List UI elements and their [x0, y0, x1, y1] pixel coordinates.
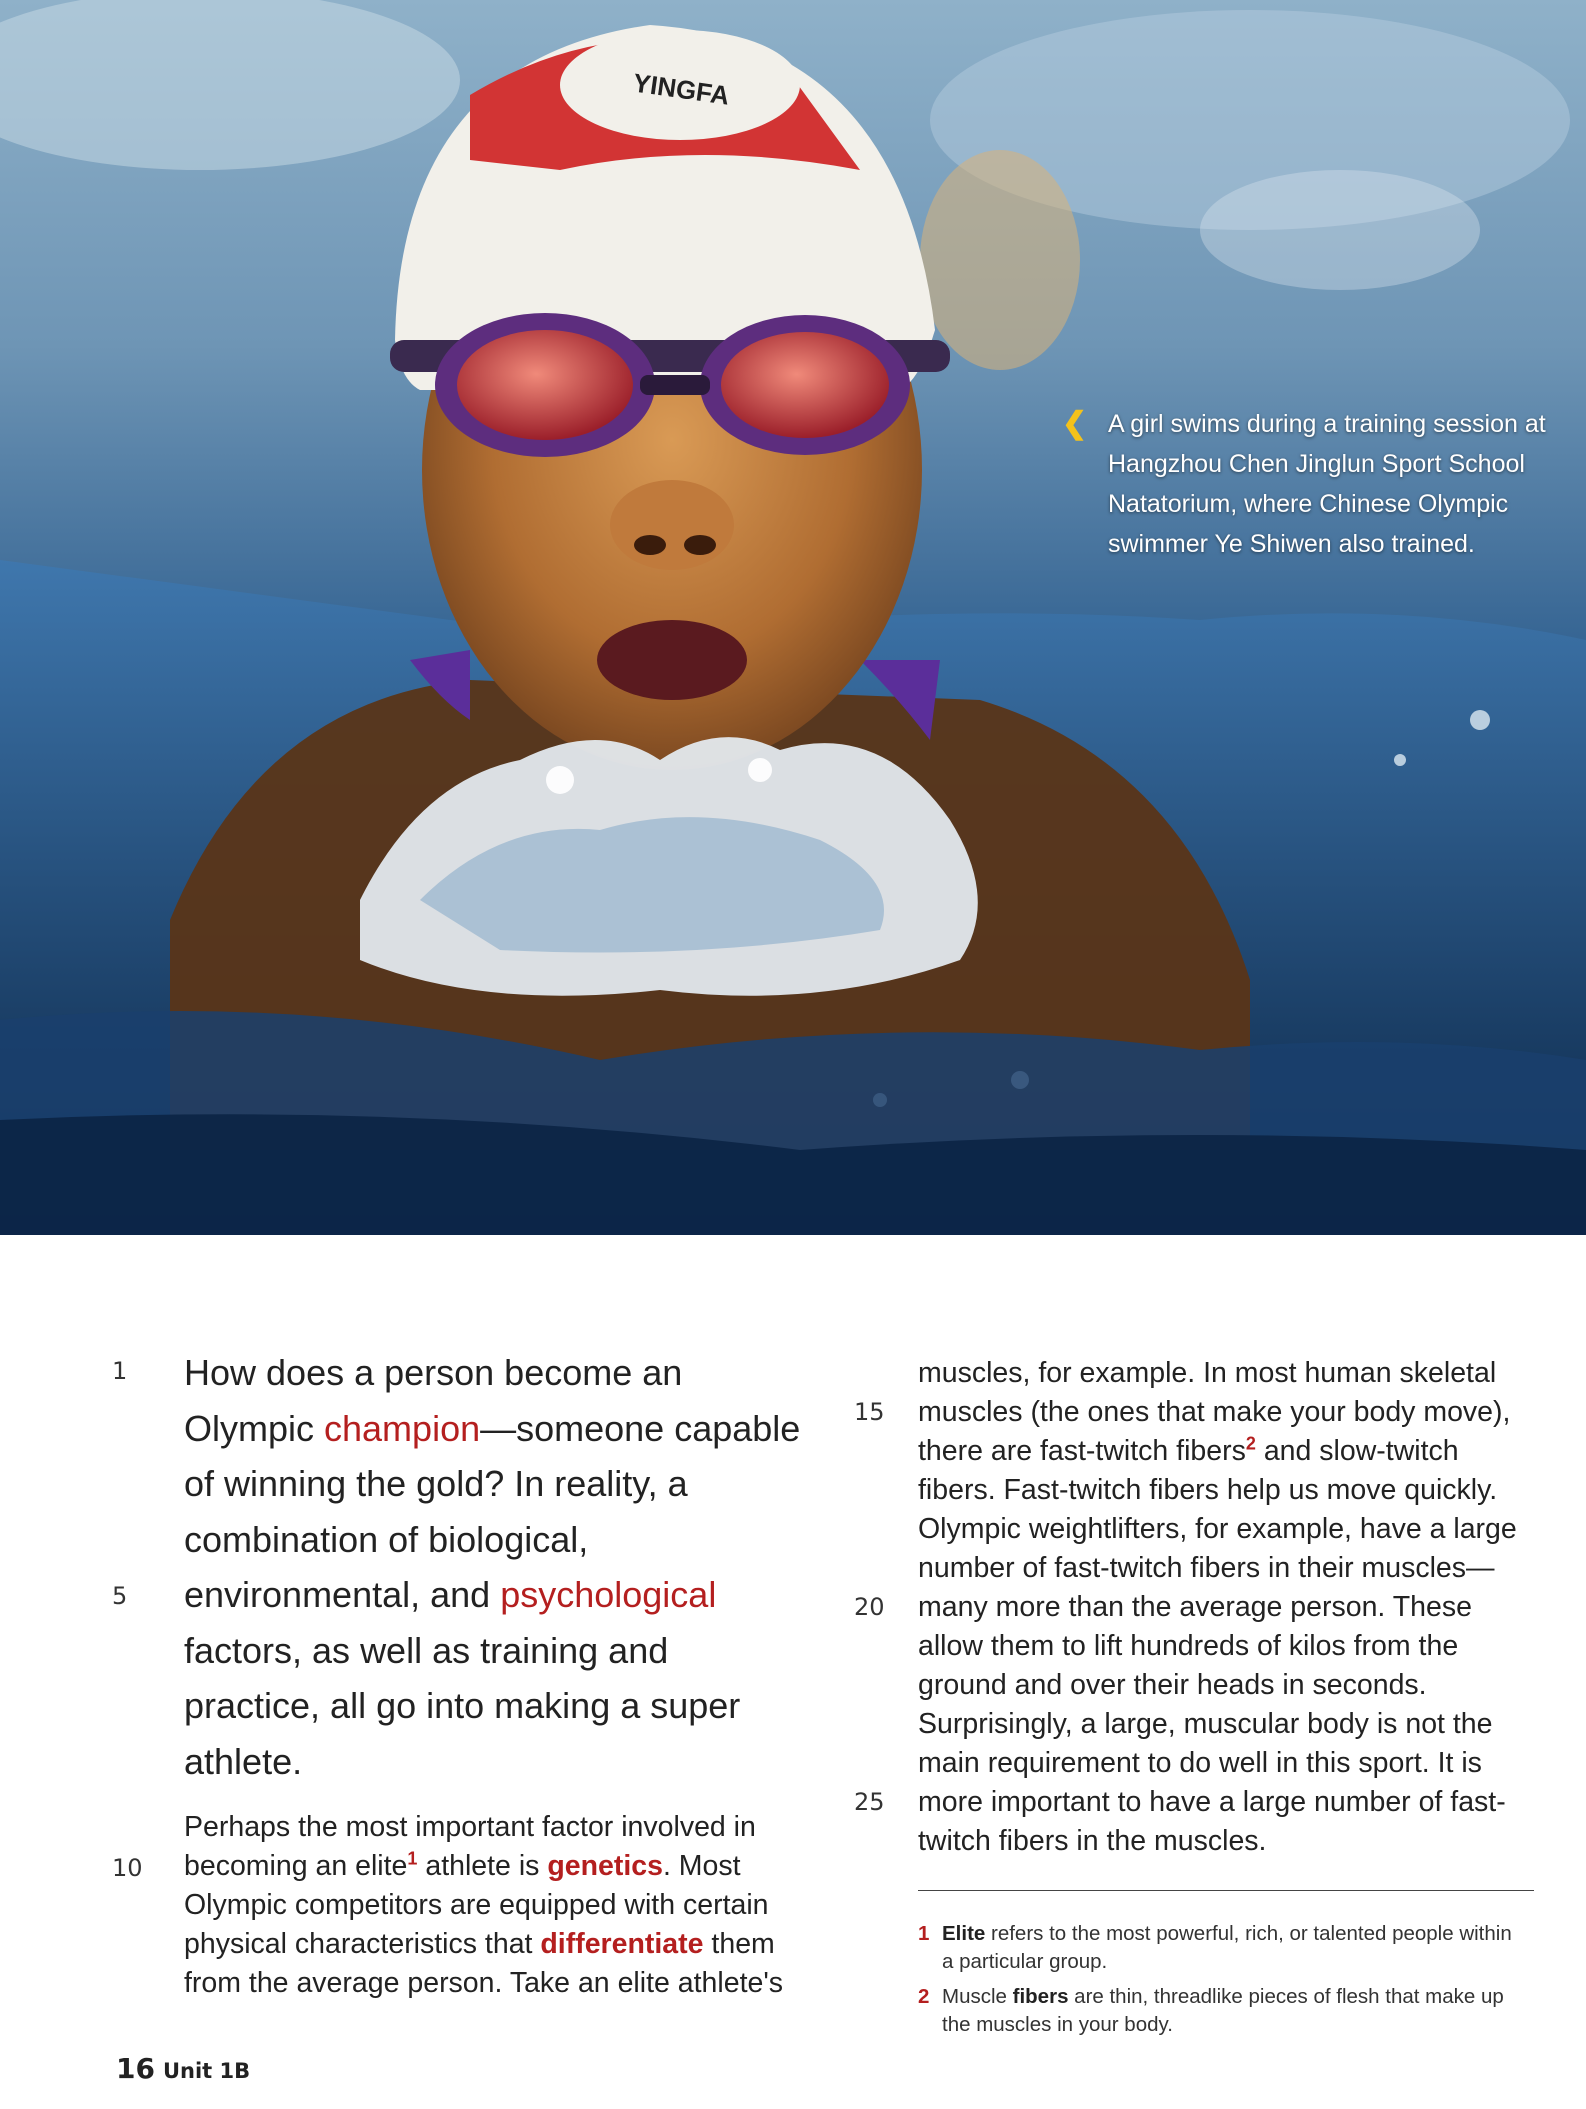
cap-brand-text: YINGFA	[631, 67, 732, 111]
intro-text: factors, as well as training and practice, all go into making a super athlete.	[184, 1629, 741, 1782]
footnote-term: fibers	[1012, 1985, 1069, 2008]
vocab-differentiate: differentiate	[540, 1928, 704, 1960]
caption-arrow-icon: ❮	[1062, 407, 1088, 440]
body-text: muscles, for example. In most human skeletal muscles (the ones that make your body move), there are fast-twitch fibers	[918, 1357, 1511, 1467]
line-number: 15	[854, 1398, 885, 1426]
footnote-number: 1	[918, 1922, 930, 1945]
line-number: 20	[854, 1593, 885, 1621]
footnote-number: 2	[918, 1985, 930, 2008]
footnote-text: refers to the most powerful, rich, or talented people within a particular group.	[942, 1922, 1512, 1973]
line-number: 25	[854, 1788, 885, 1816]
line-number: 5	[112, 1582, 128, 1610]
unit-label: Unit 1B	[162, 2059, 251, 2083]
line-number: 10	[112, 1854, 143, 1882]
line-number: 1	[112, 1357, 128, 1385]
body-text: them from the average person. Take an elite athlete's	[184, 1928, 784, 1999]
intro-paragraph	[184, 1345, 804, 1789]
body-text: Perhaps the most important factor involved in becoming an elite	[184, 1811, 756, 1882]
footnote-divider	[918, 1890, 1534, 1891]
body-text: . Most Olympic competitors are equipped with certain physical characteristics that	[184, 1850, 769, 1960]
body-paragraph-muscles	[918, 1354, 1538, 1861]
footnote-2	[918, 1983, 1518, 2039]
page-number: 16	[116, 2052, 155, 2085]
intro-text: —someone capable of winning the gold? In reality, a combination of biological, environmental, and	[184, 1407, 801, 1615]
vocab-psychological: psychological	[500, 1574, 717, 1615]
body-text: athlete is	[417, 1850, 548, 1882]
intro-text: How does a person become an Olympic	[184, 1352, 683, 1449]
footnote-term: Elite	[942, 1922, 986, 1945]
footnote-ref-1: 1	[407, 1848, 418, 1869]
vocab-champion: champion	[324, 1407, 481, 1449]
footnote-text: are thin, threadlike pieces of flesh that make up the muscles in your body.	[942, 1985, 1504, 2036]
body-text: and slow-twitch fibers. Fast-twitch fibers help us move quickly. Olympic weightlifters, for example, have a large number of fast-twitch fibers in their muscles—many more than the average person. These allow them to lift hundreds of kilos from the ground and over their heads in seconds. Surprisingly, a large, muscular body is not the main requirement to do well in this sport. It is more important to have a large number of fast-twitch fibers in the muscles.	[918, 1435, 1517, 1857]
footnote-text: Muscle	[942, 1985, 1013, 2008]
photo-caption: A girl swims during a training session at Hangzhou Chen Jinglun Sport School Natatorium, where Chinese Olympic swimmer Ye Shiwen also trained.	[1108, 410, 1546, 558]
page-folio	[116, 2052, 250, 2085]
footnote-ref-2: 2	[1245, 1433, 1256, 1454]
body-paragraph-genetics	[184, 1808, 806, 2003]
footnote-1	[918, 1920, 1518, 1976]
vocab-genetics: genetics	[547, 1850, 663, 1882]
